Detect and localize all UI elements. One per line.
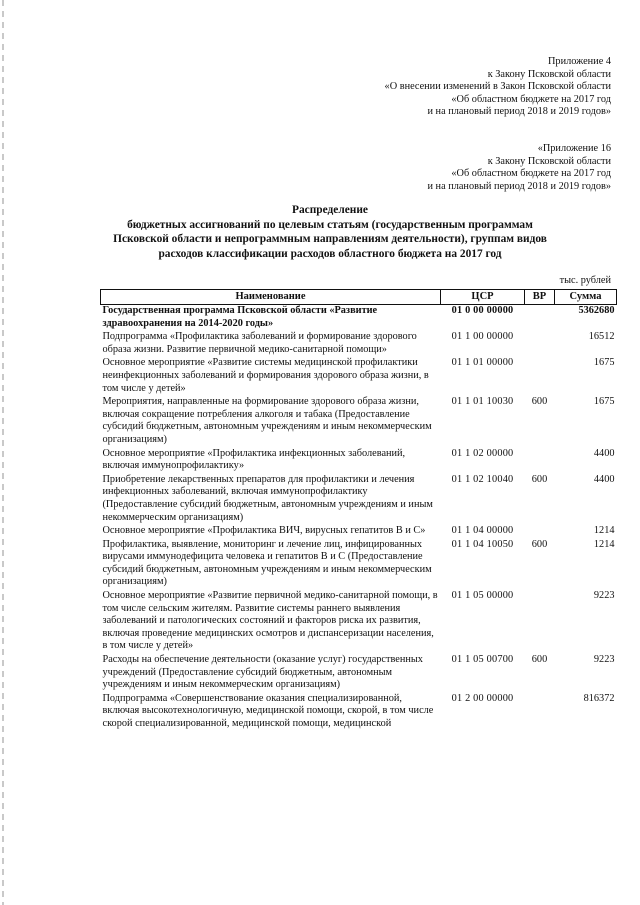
row-csr: 01 1 04 00000 (451, 525, 514, 537)
row-name: Государственная программа Псковской области «Развитие здравоохранения на 2014-2020 годы» (102, 305, 378, 329)
row-csr: 01 1 01 10030 (451, 396, 514, 408)
appendix-line: «Об областном бюджете на 2017 год (451, 168, 611, 180)
table-row (101, 396, 617, 447)
row-csr: 01 1 02 00000 (451, 447, 514, 459)
appendix-line: к Закону Псковской области (487, 155, 611, 167)
row-sum: 1214 (593, 525, 615, 537)
row-vr (525, 525, 555, 539)
header-csr: ЦСР (441, 290, 525, 305)
table-row (101, 693, 617, 732)
row-vr (525, 448, 555, 474)
table-row (101, 357, 617, 396)
row-csr: 01 0 00 00000 (451, 305, 514, 316)
row-name: Основное мероприятие «Профилактика ВИЧ, вирусных гепатитов В и С» (102, 525, 426, 537)
row-csr: 01 1 01 00000 (451, 357, 514, 369)
title-line: Распределение (292, 204, 368, 216)
row-vr: 600 (531, 396, 548, 408)
row-vr: 600 (531, 654, 548, 666)
table-row (101, 448, 617, 474)
table-body (101, 305, 617, 732)
table-row (101, 331, 617, 357)
row-name: Основное мероприятие «Развитие первичной медико-санитарной помощи, в том числе сельским жителям. Развитие системы раннего выявления заболеваний и патологических состояний и факторов риска их развития, включая проведение медицинских осмотров и диспансеризации населения, в том числе у детей» (102, 590, 438, 652)
row-sum: 4400 (593, 473, 615, 485)
row-vr (525, 590, 555, 654)
row-sum: 816372 (583, 692, 615, 704)
title-line: бюджетных ассигнований по целевым статьям (государственным программам (127, 218, 533, 231)
table-row (101, 474, 617, 525)
row-name: Мероприятия, направленные на формирование здорового образа жизни, включая сокращение потребления алкоголя и табака (Предоставление субсидий бюджетным, автономным учреждениям и иным некоммерческим организациям) (102, 396, 432, 445)
table-row (101, 305, 617, 332)
row-vr: 600 (531, 473, 548, 485)
row-name: Профилактика, выявление, мониторинг и лечение лиц, инфицированных вирусами иммунодефицита человека и гепатитов В и С (Предоставление субсидий бюджетным, автономным учреждениям и иным некоммерческим организациям) (102, 538, 432, 588)
row-vr (525, 305, 555, 332)
row-vr: 600 (531, 538, 548, 550)
unit-label: тыс. рублей (559, 275, 611, 286)
row-name: Основное мероприятие «Развитие системы медицинской профилактики неинфекционных заболеваний и формирования здорового образа жизни, в том числе у детей» (102, 357, 429, 394)
row-vr (525, 693, 555, 732)
table-row (101, 539, 617, 590)
row-csr: 01 1 05 00700 (451, 654, 514, 666)
row-sum: 16512 (588, 331, 615, 343)
row-sum: 9223 (593, 654, 615, 666)
row-sum: 9223 (593, 590, 615, 602)
appendix-line: Приложение 4 (548, 56, 611, 67)
budget-table (100, 289, 617, 732)
row-sum: 4400 (593, 447, 615, 459)
table-header-row (101, 290, 617, 305)
document-title (100, 203, 560, 261)
appendix-line: и на плановый период 2018 и 2019 годов» (427, 180, 611, 192)
row-sum: 5362680 (578, 305, 615, 316)
row-csr: 01 1 05 00000 (451, 590, 514, 602)
row-name: Приобретение лекарственных препаратов для профилактики и лечения инфекционных заболеваний, включая иммунопрофилактику (Предоставление субсидий бюджетным, автономным учреждениям и иным некоммерческим организациям) (102, 473, 433, 523)
appendix-line: «Об областном бюджете на 2017 год (451, 93, 611, 105)
title-line: расходов классификации расходов областного бюджета на 2017 год (158, 247, 502, 260)
appendix-4-header (385, 56, 611, 119)
row-name: Подпрограмма «Совершенствование оказания специализированной, включая высокотехнологичную, медицинской помощи, скорой, в том числе скорой специализированной, медицинской помощи, медицинской (102, 692, 434, 729)
table-row (101, 590, 617, 654)
row-csr: 01 2 00 00000 (451, 692, 514, 704)
header-name: Наименование (101, 290, 441, 305)
row-vr (525, 357, 555, 396)
table-row (101, 654, 617, 693)
appendix-line: «О внесении изменений в Закон Псковской области (384, 81, 611, 93)
row-name: Подпрограмма «Профилактика заболеваний и формирование здорового образа жизни. Развитие первичной медико-санитарной помощи» (102, 331, 417, 355)
row-name: Расходы на обеспечение деятельности (оказание услуг) государственных учреждений (Предоставление субсидий бюджетным, автономным учреждениям и иным некоммерческим организациям) (102, 654, 423, 691)
header-vr: ВР (525, 290, 555, 305)
appendix-16-header (427, 143, 611, 193)
appendix-line: «Приложение 16 (537, 143, 611, 154)
header-sum: Сумма (555, 290, 617, 305)
title-line: Псковской области и непрограммным направлениям деятельности), группам видов (113, 233, 547, 245)
row-name: Основное мероприятие «Профилактика инфекционных заболеваний, включая иммунопрофилактику» (102, 447, 406, 472)
row-sum: 1675 (593, 357, 615, 369)
appendix-line: и на плановый период 2018 и 2019 годов» (427, 106, 611, 118)
row-csr: 01 1 02 10040 (451, 473, 514, 485)
table-row (101, 525, 617, 539)
row-sum: 1675 (593, 396, 615, 408)
row-vr (525, 331, 555, 357)
row-csr: 01 1 00 00000 (451, 331, 514, 343)
appendix-line: к Закону Псковской области (487, 68, 611, 80)
row-csr: 01 1 04 10050 (451, 538, 514, 550)
scan-edge-artifact (2, 0, 4, 905)
row-sum: 1214 (593, 538, 615, 550)
